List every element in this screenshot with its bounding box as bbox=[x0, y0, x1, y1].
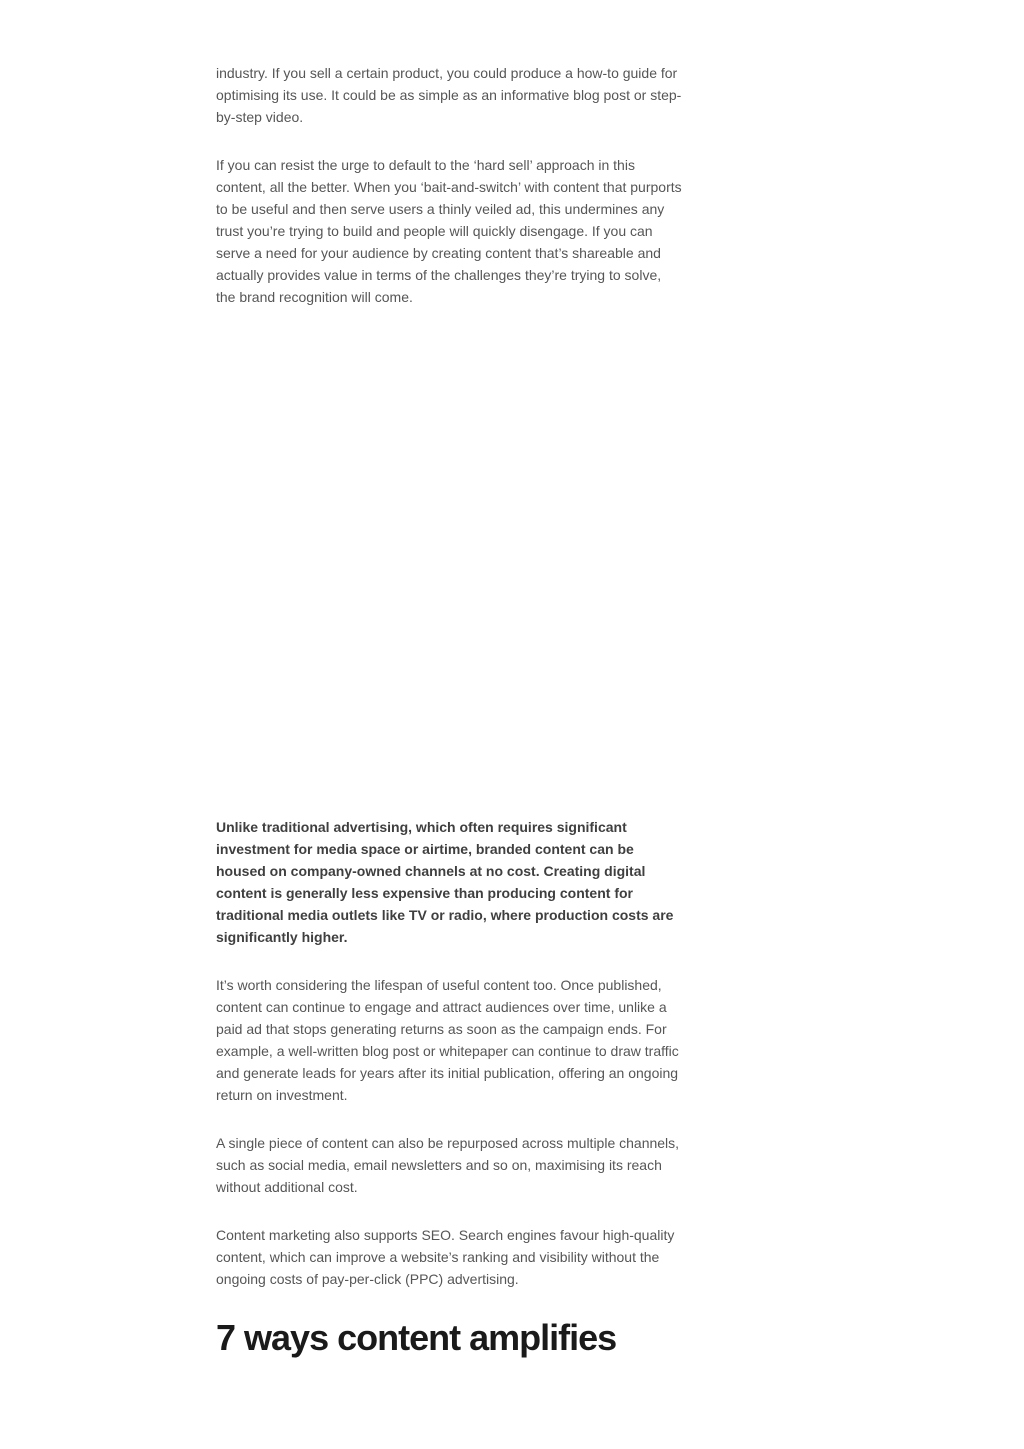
paragraph-repurposing: A single piece of content can also be repurposed across multiple channels, such as social media, email newsletters and so on, maximising its reach without additional cost. bbox=[216, 1135, 680, 1195]
paragraph-hard-sell: If you can resist the urge to default to the ‘hard sell’ approach in this content, all the better. When you ‘bait-and-switch’ with content that purports to be useful and then serve users a thinly veiled ad, this undermines any trust you’re trying to build and people will quickly disengage. If you can serve a need for your audience by creating content that’s shareable and actually provides value in terms of the challenges they’re trying to solve, the brand recognition will come. bbox=[216, 157, 682, 305]
embedded-media-placeholder bbox=[216, 308, 684, 816]
paragraph-seo: Content marketing also supports SEO. Search engines favour high-quality content, which can improve a website’s ranking and visibility without the ongoing costs of pay-per-click (PPC) advertising. bbox=[216, 1227, 675, 1287]
paragraph-traditional-advertising: Unlike traditional advertising, which often requires significant investment for media space or airtime, branded content can be housed on company-owned channels at no cost. Creating digital content is generally less expensive than producing content for traditional media outlets like TV or radio, where production costs are significantly higher. bbox=[216, 819, 674, 945]
section-heading: 7 ways content amplifies bbox=[216, 1317, 617, 1358]
paragraph-content-lifespan: It’s worth considering the lifespan of useful content too. Once published, content can continue to engage and attract audiences over time, unlike a paid ad that stops generating returns as soon as the campaign ends. For example, a well-written blog post or whitepaper can continue to draw traffic and generate leads for years after its initial publication, offering an ongoing return on investment. bbox=[216, 977, 679, 1103]
paragraph-product-guide: industry. If you sell a certain product, you could produce a how-to guide for optimising its use. It could be as simple as an informative blog post or step-by-step video. bbox=[216, 65, 682, 125]
article-body bbox=[216, 62, 684, 1360]
